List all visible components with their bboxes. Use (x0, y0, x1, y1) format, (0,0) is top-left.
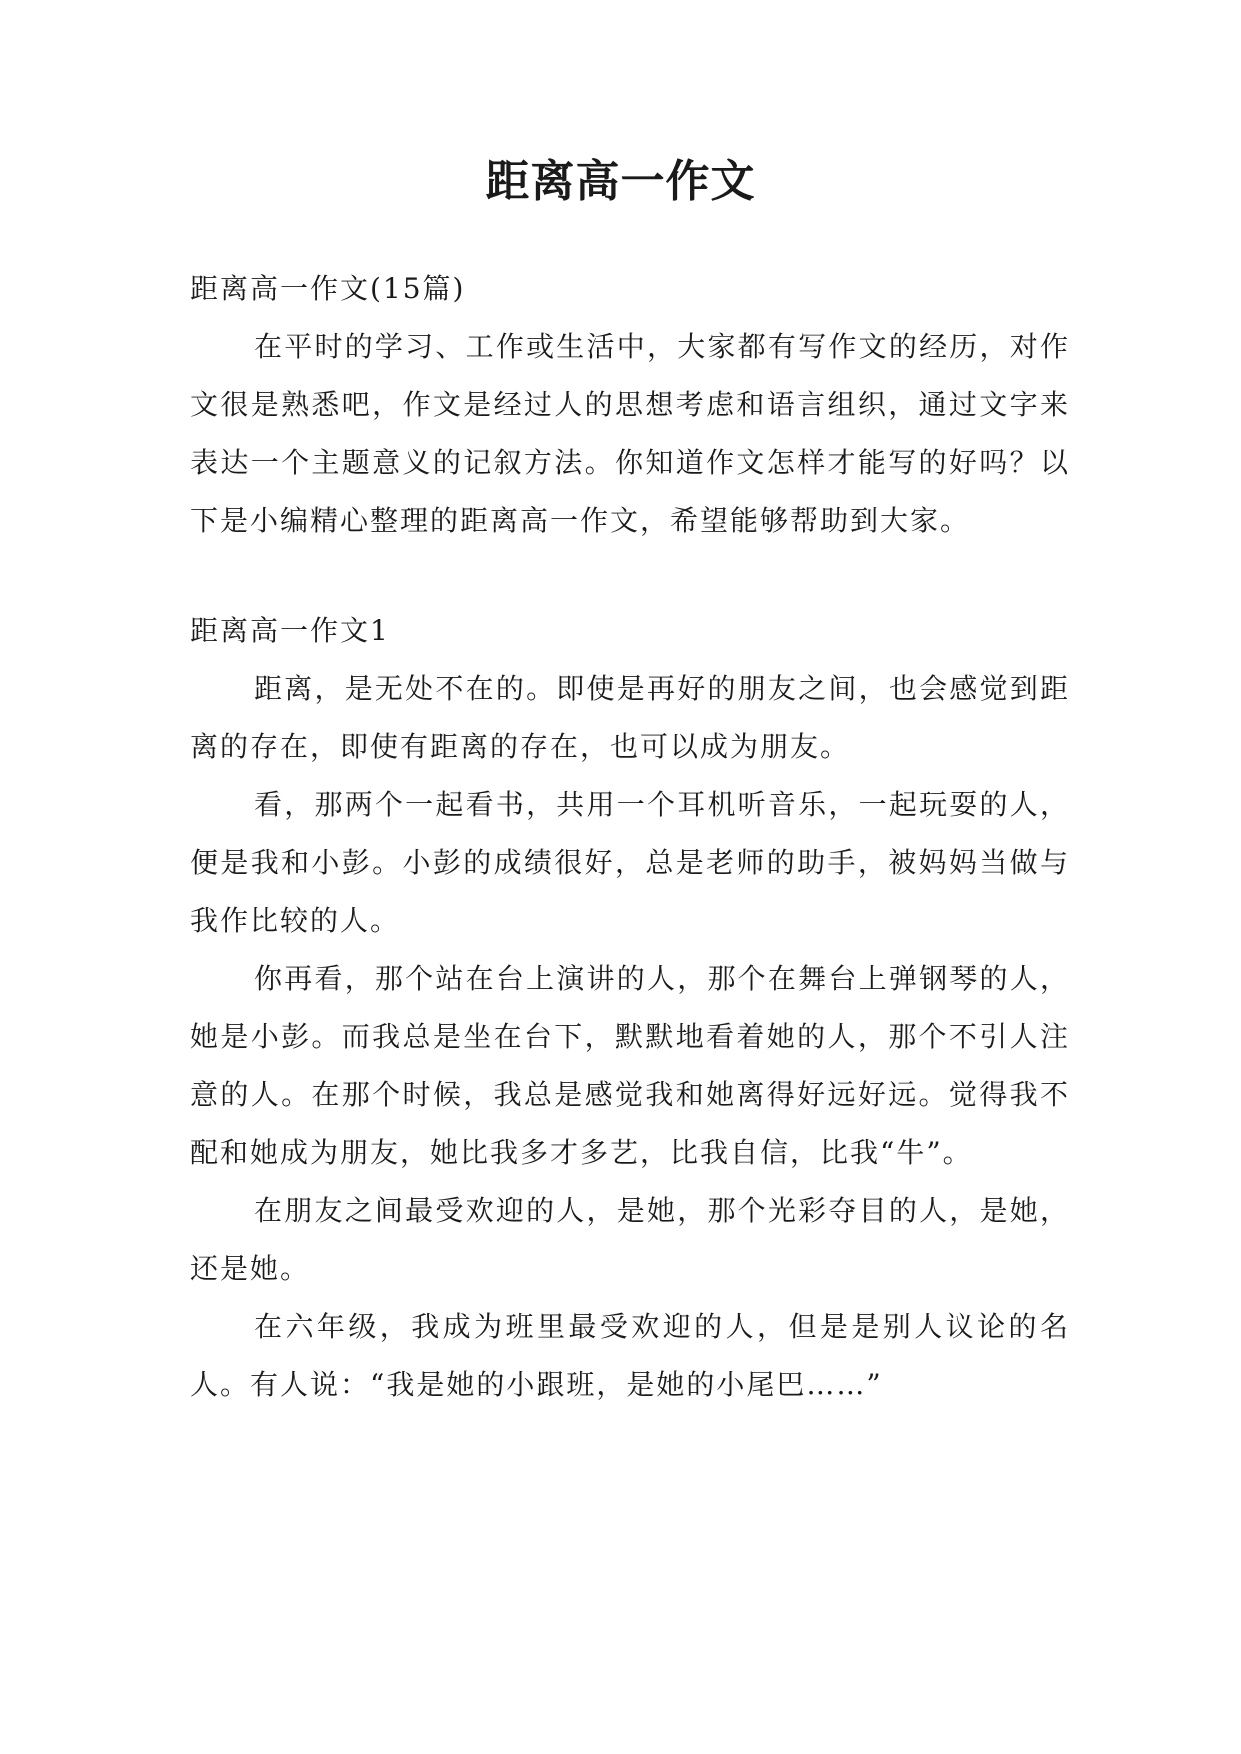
section-heading: 距离高一作文1 (190, 614, 390, 647)
body-paragraph: 在六年级，我成为班里最受欢迎的人，但是是别人议论的名人。有人说：“我是她的小跟班，是她的小尾巴……” (190, 1310, 1070, 1401)
section-spacer (190, 550, 1070, 602)
body-paragraph: 距离，是无处不在的。即使是再好的朋友之间，也会感觉到距离的存在，即使有距离的存在，也可以成为朋友。 (190, 672, 1070, 763)
collection-heading: 距离高一作文(15篇) (190, 272, 466, 305)
body-paragraph: 看，那两个一起看书，共用一个耳机听音乐，一起玩耍的人，便是我和小彭。小彭的成绩很好，总是老师的助手，被妈妈当做与我作比较的人。 (190, 788, 1070, 937)
document-title: 距离高一作文 (485, 156, 756, 207)
body-paragraph: 你再看，那个站在台上演讲的人，那个在舞台上弹钢琴的人，她是小彭。而我总是坐在台下，默默地看着她的人，那个不引人注意的人。在那个时候，我总是感觉我和她离得好远好远。觉得我不配和她成为朋友，她比我多才多艺，比我自信，比我“牛”。 (190, 962, 1070, 1169)
body-paragraph: 在朋友之间最受欢迎的人，是她，那个光彩夺目的人，是她，还是她。 (190, 1194, 1070, 1285)
intro-paragraph: 在平时的学习、工作或生活中，大家都有写作文的经历，对作文很是熟悉吧，作文是经过人的思想考虑和语言组织，通过文字来表达一个主题意义的记叙方法。你知道作文怎样才能写的好吗？以下是小编精心整理的距离高一作文，希望能够帮助到大家。 (190, 330, 1070, 537)
document-body (190, 260, 1070, 1414)
